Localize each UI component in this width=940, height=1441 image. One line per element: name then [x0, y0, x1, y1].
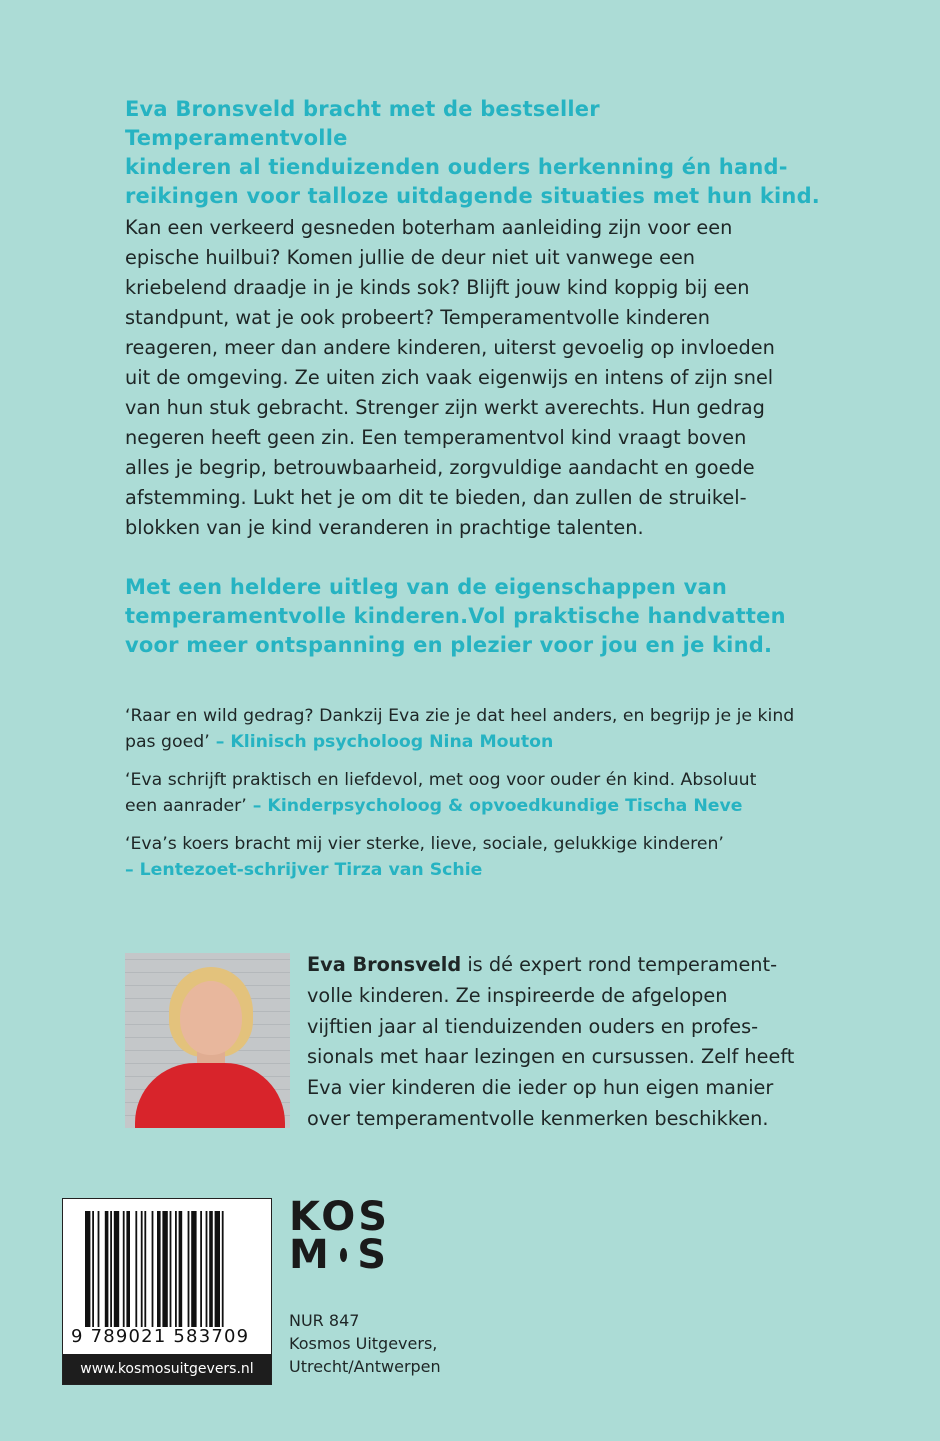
- barcode-bars: [85, 1211, 257, 1327]
- barcode-bar: [209, 1211, 213, 1327]
- barcode-bar: [126, 1211, 130, 1327]
- highlight-line: temperamentvolle kinderen.Vol praktische handvatten: [125, 604, 786, 628]
- quote-text: ‘Eva schrijft praktisch en liefdevol, met oog voor ouder én kind. Absoluut: [125, 770, 757, 790]
- barcode-bar: [123, 1211, 125, 1327]
- barcode-bar: [188, 1211, 190, 1327]
- barcode-bar: [105, 1211, 109, 1327]
- body-line: reageren, meer dan andere kinderen, uiterst gevoelig op invloeden: [125, 336, 775, 359]
- bio-line: Eva vier kinderen die ieder op hun eigen manier: [307, 1076, 774, 1100]
- nur-code: NUR 847: [289, 1311, 360, 1330]
- quote-text: een aanrader’: [125, 796, 247, 816]
- body-line: epische huilbui? Komen jullie de deur niet uit vanwege een: [125, 246, 696, 269]
- endorsement-quote: [125, 767, 825, 819]
- bio-text: is dé expert rond temperament-: [461, 953, 778, 976]
- logo-text: KOS: [289, 1194, 391, 1240]
- bio-line: volle kinderen. Ze inspireerde de afgelopen: [307, 983, 728, 1007]
- quote-attribution: – Kinderpsycholoog & opvoedkundige Tischa Neve: [246, 796, 743, 816]
- publisher-url: www.kosmosuitgevers.nl: [63, 1354, 271, 1384]
- endorsements: [125, 703, 825, 895]
- bio-line: over temperamentvolle kenmerken beschikken.: [307, 1106, 769, 1130]
- highlight-line: voor meer ontspanning en plezier voor jou en je kind.: [125, 633, 773, 657]
- author-photo: [125, 953, 290, 1128]
- quote-attribution: – Klinisch psycholoog Nina Mouton: [209, 732, 554, 752]
- bio-line: vijftien jaar al tienduizenden ouders en profes-: [307, 1014, 759, 1038]
- barcode-bar: [110, 1211, 112, 1327]
- body-line: afstemming. Lukt het je om dit te bieden, dan zullen de struikel-: [125, 486, 747, 509]
- publisher-name: Kosmos Uitgevers,: [289, 1334, 438, 1353]
- barcode-bar: [114, 1211, 119, 1327]
- highlight-paragraph: [125, 573, 825, 660]
- publisher-logo: [289, 1194, 391, 1278]
- barcode-bar: [170, 1211, 172, 1327]
- logo-text: S: [357, 1232, 389, 1278]
- barcode-bar: [175, 1211, 177, 1327]
- body-line: van hun stuk gebracht. Strenger zijn werkt averechts. Hun gedrag: [125, 396, 765, 419]
- barcode-bar: [206, 1211, 208, 1327]
- highlight-line: Met een heldere uitleg van de eigenschappen van: [125, 575, 728, 599]
- lead-line: Eva Bronsveld bracht met de bestseller Temperamentvolle: [125, 97, 600, 150]
- publisher-info: [289, 1309, 441, 1378]
- barcode-bar: [215, 1211, 220, 1327]
- author-bio: [307, 950, 827, 1135]
- endorsement-quote: [125, 703, 825, 755]
- body-line: alles je begrip, betrouwbaarheid, zorgvuldige aandacht en goede: [125, 456, 755, 479]
- barcode-bar: [157, 1211, 161, 1327]
- barcode-bar: [135, 1211, 137, 1327]
- author-photo-face: [180, 981, 242, 1055]
- body-line: uit de omgeving. Ze uiten zich vaak eigenwijs en intens of zijn snel: [125, 366, 774, 389]
- body-line: standpunt, wat je ook probeert? Temperamentvolle kinderen: [125, 306, 710, 329]
- bio-line: sionals met haar lezingen en cursussen. Zelf heeft: [307, 1045, 795, 1069]
- quote-attribution: – Lentezoet-schrijver Tirza van Schie: [125, 860, 483, 880]
- quote-text: ‘Eva’s koers bracht mij vier sterke, lieve, sociale, gelukkige kinderen’: [125, 834, 724, 854]
- barcode-bar: [98, 1211, 100, 1327]
- isbn-number: 9 789021 583709: [71, 1326, 250, 1347]
- author-name: Eva Bronsveld: [307, 953, 462, 976]
- logo-dot-icon: [340, 1248, 347, 1262]
- barcode-bar: [144, 1211, 146, 1327]
- barcode-bar: [162, 1211, 167, 1327]
- quote-text: ‘Raar en wild gedrag? Dankzij Eva zie je dat heel anders, en begrijp je je kind: [125, 706, 795, 726]
- barcode-bar: [179, 1211, 183, 1327]
- quote-text: pas goed’: [125, 732, 210, 752]
- publisher-city: Utrecht/Antwerpen: [289, 1357, 441, 1376]
- body-line: blokken van je kind veranderen in prachtige talenten.: [125, 516, 644, 539]
- lead-line: kinderen al tienduizenden ouders herkenning én hand-: [125, 155, 788, 179]
- barcode-bar: [200, 1211, 202, 1327]
- lead-line: reikingen voor talloze uitdagende situaties met hun kind.: [125, 184, 820, 208]
- barcode-bar: [191, 1211, 196, 1327]
- author-photo-shirt: [135, 1063, 285, 1128]
- logo-text: M: [289, 1232, 332, 1278]
- barcode-bar: [92, 1211, 94, 1327]
- body-line: Kan een verkeerd gesneden boterham aanleiding zijn voor een: [125, 216, 733, 239]
- endorsement-quote: [125, 831, 825, 883]
- body-line: negeren heeft geen zin. Een temperamentvol kind vraagt boven: [125, 426, 747, 449]
- body-paragraph: [125, 213, 825, 543]
- lead-paragraph: [125, 95, 825, 211]
- barcode: [62, 1198, 272, 1385]
- barcode-bar: [141, 1211, 143, 1327]
- barcode-bar: [222, 1211, 224, 1327]
- barcode-bar: [152, 1211, 154, 1327]
- barcode-bar: [85, 1211, 90, 1327]
- body-line: kriebelend draadje in je kinds sok? Blijft jouw kind koppig bij een: [125, 276, 750, 299]
